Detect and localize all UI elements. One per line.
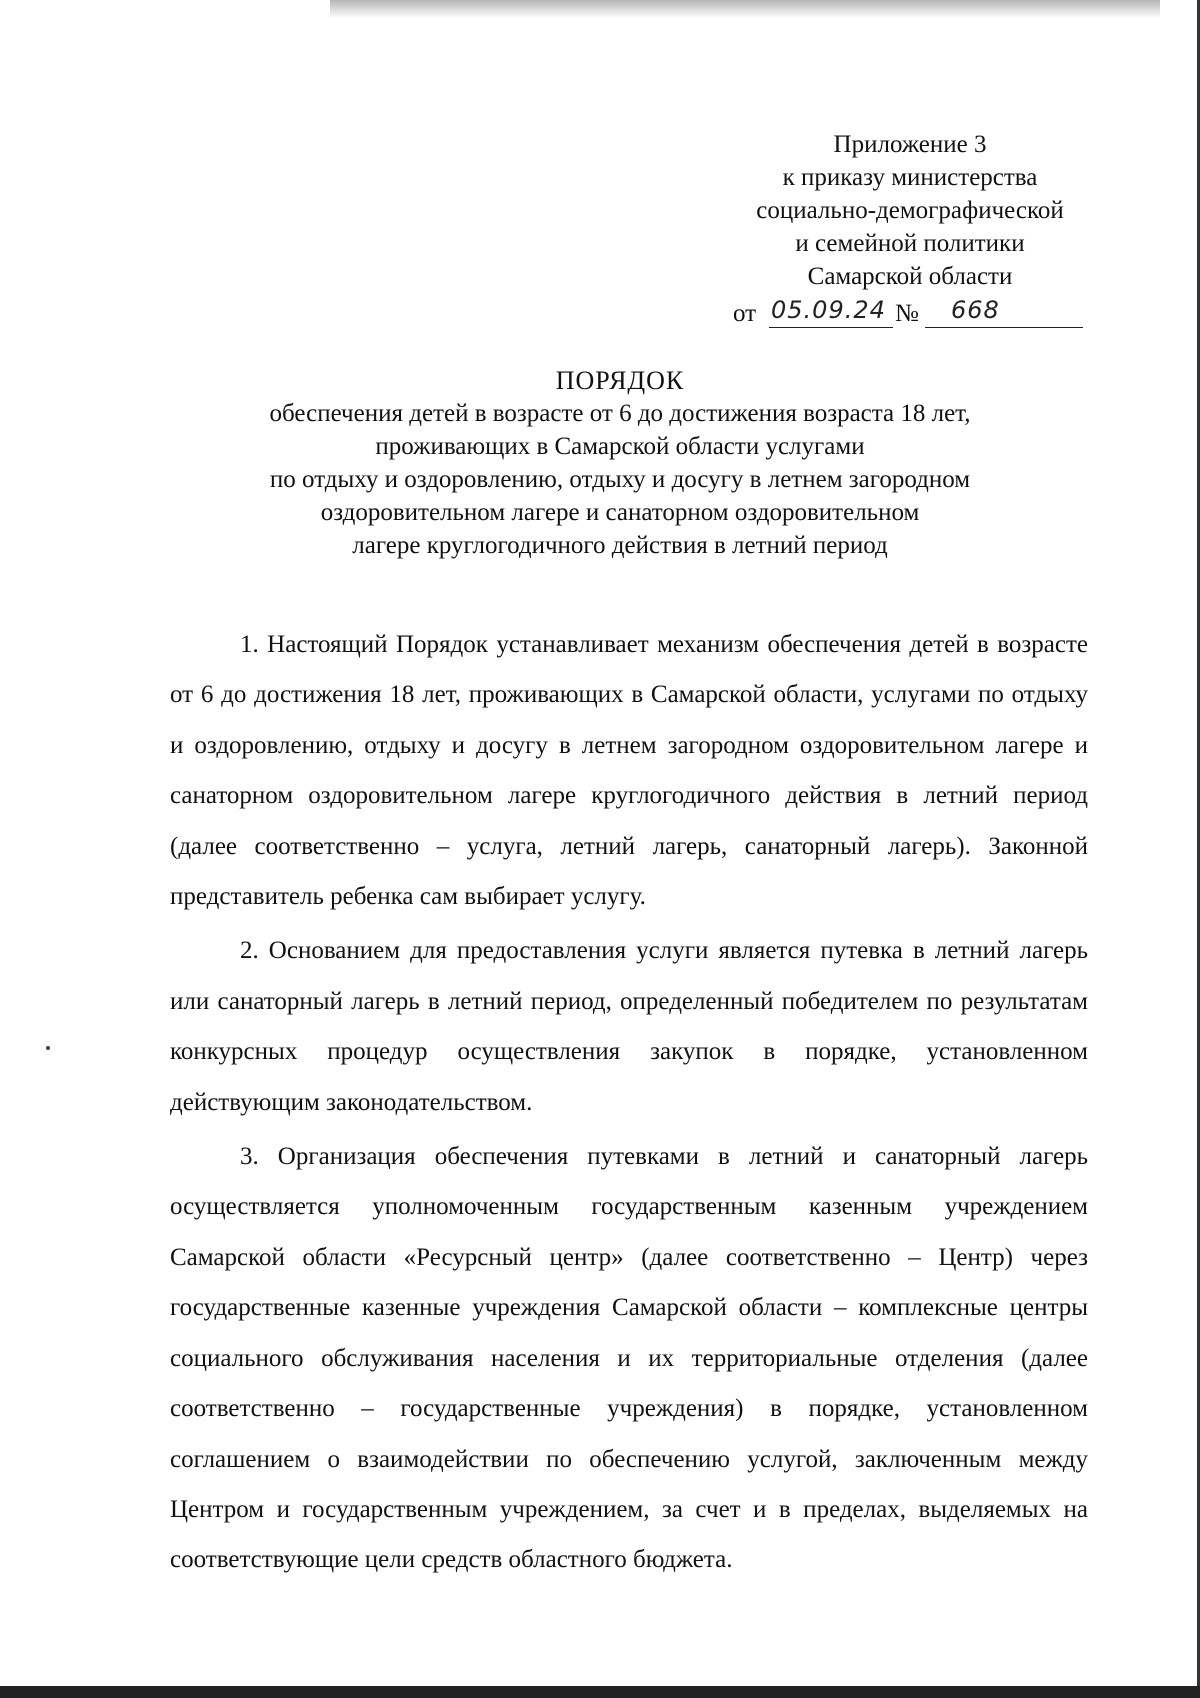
paragraph-3: 3. Организация обеспечения путевками в летний и санаторный лагерь осуществляется уполномоченным государственным казенным учреждением Самарской области «Ресурсный центр» (далее соответственно – Центр) через государственные казенные учреждения Самарской области – комплексные центры социального обслуживания населения и их территориальные отделения (далее соответственно – государственные учреждения) в порядке, установленном соглашением о взаимодействии по обеспечению услугой, заключенным между Центром и государственным учреждением, за счет и в пределах, выделяемых на соответствующие цели средств областного бюджета. — [170, 1143, 1088, 1574]
scan-artifact-dot — [46, 1046, 50, 1050]
appendix-line: к приказу министерства — [782, 164, 1038, 191]
title-line: лагере круглогодичного действия в летний период — [352, 532, 888, 559]
document-title — [200, 364, 1040, 562]
appendix-line: социально-демографической — [756, 197, 1064, 224]
appendix-line: и семейной политики — [795, 230, 1025, 257]
order-reference — [733, 296, 1093, 332]
title-heading: ПОРЯДОК — [555, 366, 685, 395]
order-date-handwritten: 05.09.24 — [771, 296, 886, 324]
number-underline — [925, 327, 1083, 328]
order-number-label: № — [895, 300, 919, 327]
scan-artifact-top — [330, 0, 1160, 18]
title-line: обеспечения детей в возрасте от 6 до достижения возраста 18 лет, — [269, 400, 971, 427]
document-body — [170, 620, 1088, 1586]
scan-artifact-bottom-edge — [0, 1686, 1200, 1698]
paragraph-2: 2. Основанием для предоставления услуги является путевка в летний лагерь или санаторный лагерь в летний период, определенный победителем по результатам конкурсных процедур осуществления закупок в порядке, установленном действующим законодательством. — [170, 937, 1088, 1116]
appendix-title: Приложение 3 — [833, 131, 987, 158]
paragraph-1: 1. Настоящий Порядок устанавливает механизм обеспечения детей в возрасте от 6 до достижения 18 лет, проживающих в Самарской области, услугами по отдыху и оздоровлению, отдыху и досугу в летнем загородном оздоровительном лагере и санаторном оздоровительном лагере круглогодичного действия в летний период (далее соответственно – услуга, летний лагерь, санаторный лагерь). Законной представитель ребенка сам выбирает услугу. — [170, 631, 1088, 911]
appendix-line: Самарской области — [807, 263, 1013, 290]
date-underline — [769, 327, 893, 328]
appendix-header — [725, 128, 1095, 293]
order-number-handwritten: 668 — [951, 296, 1000, 324]
title-line: оздоровительном лагере и санаторном оздоровительном — [320, 499, 920, 526]
order-from-label: от — [733, 300, 757, 327]
title-line: по отдыху и оздоровлению, отдыху и досугу в летнем загородном — [269, 466, 971, 493]
title-line: проживающих в Самарской области услугами — [375, 433, 865, 460]
